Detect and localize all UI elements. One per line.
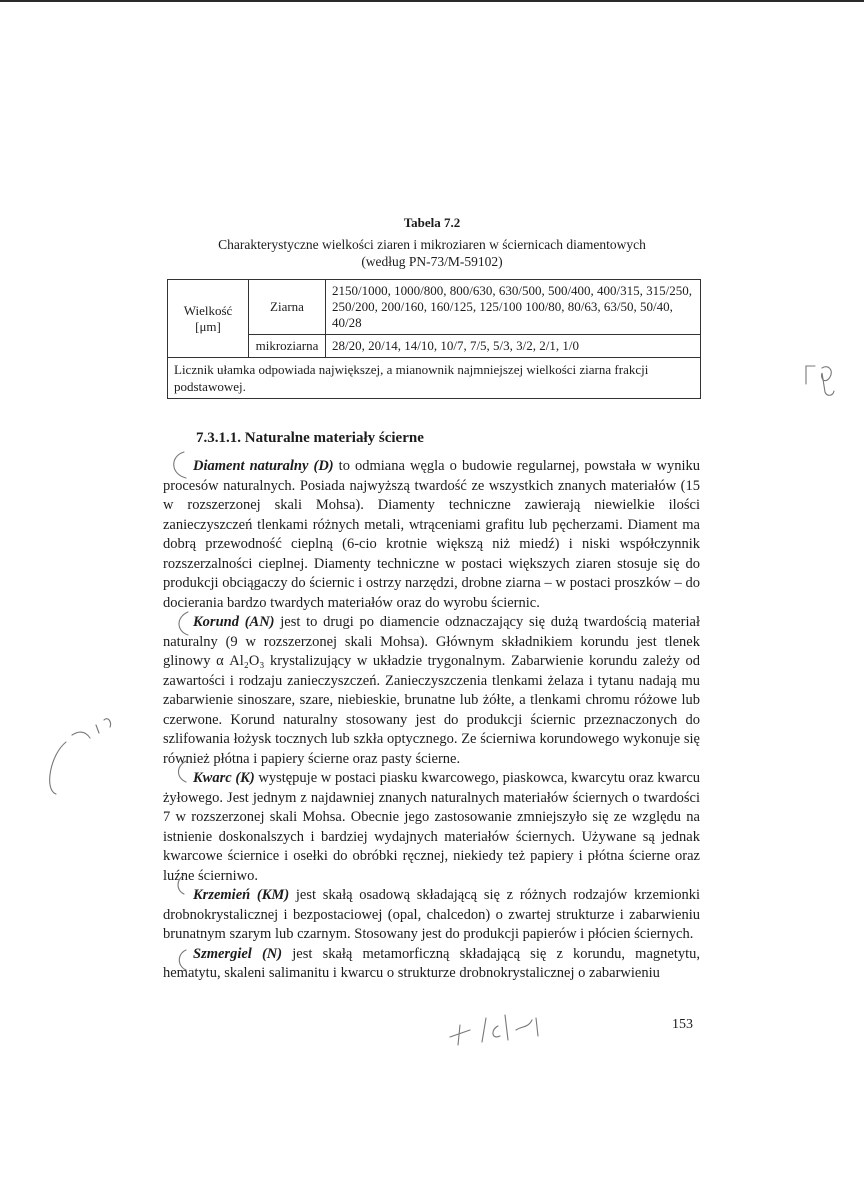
table-source: (według PN-73/M-59102) — [361, 254, 503, 269]
grain-values: 2150/1000, 1000/800, 800/630, 630/500, 500/400, 400/315, 315/250, 250/200, 200/160, 160/125, 125/100 100/80, 80/63, 63/50, 50/40, 40/28 — [326, 280, 701, 335]
table-title: Charakterystyczne wielkości ziaren i mikroziaren w ściernicach diamentowych — [218, 237, 646, 252]
row-header: Wielkość — [183, 302, 233, 318]
signature-mark — [450, 1015, 538, 1045]
paragraph — [163, 769, 700, 886]
body-text — [163, 457, 700, 984]
paragraph-text: jest skałą metamorficzną składającą się z korundu, magnetytu, hematytu, skaleni salimanitu i kwarcu o strukturze drobnokrystalicznej o zabarwieniu — [163, 945, 701, 981]
table-caption — [160, 236, 704, 270]
margin-mark-left — [50, 719, 111, 794]
paragraph — [163, 945, 700, 984]
micrograin-values: 28/20, 20/14, 14/10, 10/7, 7/5, 5/3, 3/2, 2/1, 1/0 — [326, 335, 701, 358]
paragraph — [163, 886, 700, 945]
table-row — [168, 280, 701, 335]
margin-mark-right — [806, 366, 834, 395]
micrograin-label: mikroziarna — [249, 335, 326, 358]
table-row — [168, 358, 701, 399]
table-footnote: Licznik ułamka odpowiada największej, a mianownik najmniejszej wielkości ziarna frakcji podstawowej. — [168, 358, 701, 399]
term-diament: Diament naturalny (D) — [193, 458, 334, 474]
page-number: 153 — [672, 1017, 693, 1032]
paragraph — [163, 613, 700, 769]
term-kwarc: Kwarc (K) — [193, 770, 255, 786]
grain-size-table — [167, 279, 701, 399]
paragraph-text: to odmiana węgla o budowie regularnej, powstała w wyniku procesów naturalnych. Posiada najwyższą twardość ze wszystkich znanych materiałów (15 w rozszerzonej skali Mohsa). Diamenty techniczne zawierają niewielkie ilości zanieczyszczeń tlenkami różnych metali, wtrąceniami grafitu lub pęcherzami. Diament ma dobrą przewodność cieplną (6-cio krotnie większą niż miedź) i niski współczynnik rozszerzalności cieplnej. Diamenty techniczne w postaci większych ziaren stosuje się do produkcji obciągaczy do ściernic i ostrzy narzędzi, drobne ziarna – w postaci proszków – do docierania bardzo twardych materiałów oraz do wyrobu ściernic. — [163, 458, 700, 611]
scan-top-edge — [0, 0, 864, 2]
paragraph-text: jest to drugi po diamencie odznaczający się dużą twardością materiał naturalny (9 w rozszerzonej skali Mohsa). Głównym składnikiem korundu jest tlenek glinowy α Al₂O₃ krystalizujący w układzie trygonalnym. Zabarwienie korundu zależy od zawartości i rodzaju zanieczyszczeń. Zanieczyszczenia tlenkami żelaza i tytanu nadają mu zabarwienie sinoszare, szare, niebieskie, brunatne lub żółte, a tlenkami chromu różowe lub czerwone. Korund naturalny stosowany jest do produkcji ściernic przeznaczonych do szlifowania łożysk tocznych lub szkła optycznego. Ze ścierniwa korundowego wykonuje się również płótna i papiery ścierne oraz pasty ścierne. — [163, 614, 700, 767]
row-header-unit: [μm] — [195, 318, 221, 334]
section-title: 7.3.1.1. Naturalne materiały ścierne — [196, 430, 424, 446]
term-szmergiel: Szmergiel (N) — [193, 945, 283, 962]
table-label: Tabela 7.2 — [403, 215, 461, 230]
row-header-cell — [168, 280, 249, 358]
term-krzemien: Krzemień (KM) — [193, 887, 290, 903]
grain-label: Ziarna — [249, 280, 326, 335]
paragraph-text: jest skałą osadową składającą się z różnych rodzajów krzemionki drobnokrystalicznej i bezpostaciowej (opal, chalcedon) o zwartej strukturze i zabarwieniu brunatnym szarym lub czarnym. Stosowany jest do produkcji papierów i płócien ściernych. — [163, 887, 700, 942]
paragraph — [163, 457, 700, 613]
term-korund: Korund (AN) — [193, 614, 275, 630]
paragraph-text: występuje w postaci piasku kwarcowego, piaskowca, kwarcytu oraz kwarcu żyłowego. Jest jednym z najdawniej znanych naturalnych materiałów ściernych o twardości 7 w rozszerzonej skali Mohsa. Obecnie jego zastosowanie zmniejszyło się ze względu na istnienie doskonalszych i bardziej wydajnych materiałów ściernych. Używane są jednak kwarcowe ściernice i osełki do obróbki ręcznej, niekiedy też papiery i płótna ścierne oraz luźne ścierniwo. — [163, 770, 700, 884]
